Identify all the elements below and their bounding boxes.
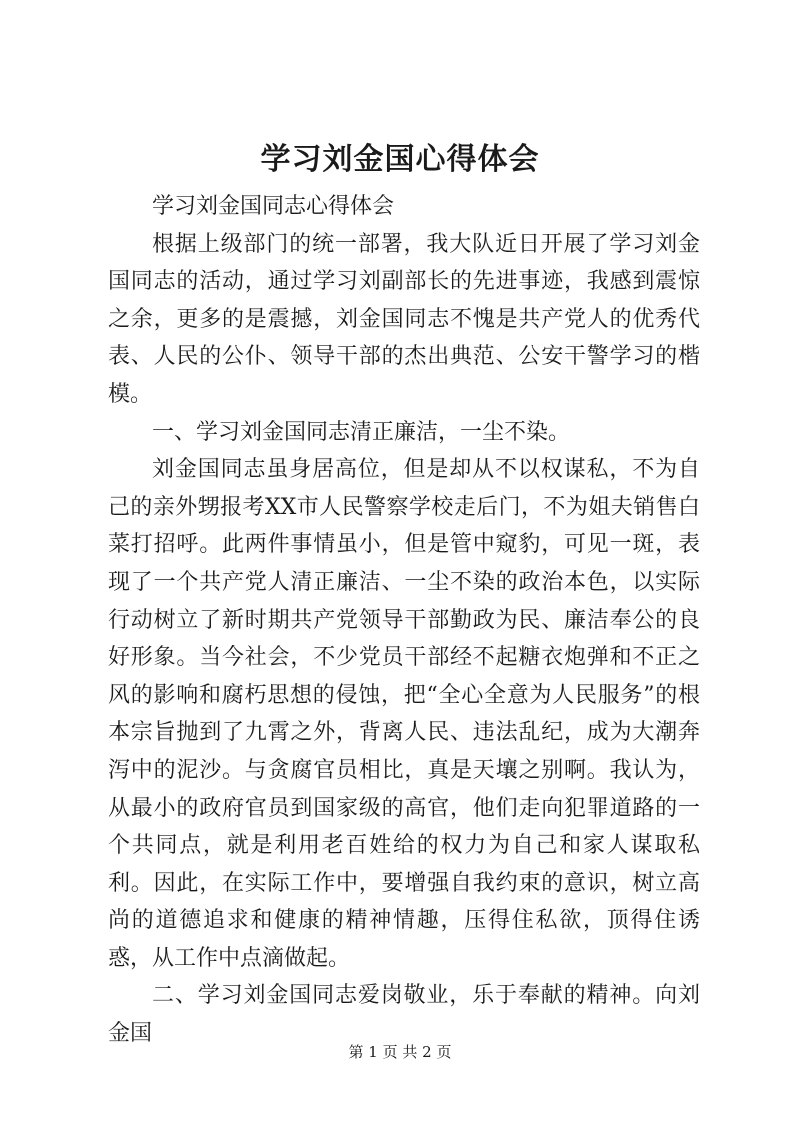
section-heading-1: 一、学习刘金国同志清正廉洁，一尘不染。 <box>152 419 571 445</box>
subtitle-paragraph: 学习刘金国同志心得体会 <box>152 194 395 219</box>
section-1-paragraph: 刘金国同志虽身居高位，但是却从不以权谋私，不为自己的亲外甥报考XX市人民警察学校走后门，不为姐夫销售白菜打招呼。此两件事情虽小，但是管中窥豹，可见一斑，表现了一个共产党人清正廉洁、一尘不染的政治本色，以实际行动树立了新时期共产党领导干部勤政为民、廉洁奉公的良好形象。当今社会，不少党员干部经不起糖衣炮弹和不正之风的影响和腐朽思想的侵蚀，把“全心全意为人民服务”的根本宗旨抛到了九霄之外，背离人民、违法乱纪，成为大潮奔泻中的泥沙。与贪腐官员相比，真是天壤之别啊。我认为，从最小的政府官员到国家级的高官，他们走向犯罪道路的一个共同点，就是利用老百姓给的权力为自己和家人谋取私利。因此，在实际工作中，要增强自我约束的意识，树立高尚的道德追求和健康的精神情趣，压得住私欲，顶得住诱惑，从工作中点滴做起。 <box>108 457 700 971</box>
document-body <box>108 188 700 1053</box>
intro-paragraph: 根据上级部门的统一部署，我大队近日开展了学习刘金国同志的活动，通过学习刘副部长的先进事迹，我感到震惊之余，更多的是震撼，刘金国同志不愧是共产党人的优秀代表、人民的公仆、领导干部的杰出典范、公安干警学习的楷模。 <box>108 231 700 407</box>
document-title: 学习刘金国心得体会 <box>260 142 540 177</box>
page-footer: 第 1 页 共 2 页 <box>348 1043 452 1061</box>
section-heading-2: 二、学习刘金国同志爱岗敬业，乐于奉献的精神。向刘金国 <box>108 983 700 1047</box>
